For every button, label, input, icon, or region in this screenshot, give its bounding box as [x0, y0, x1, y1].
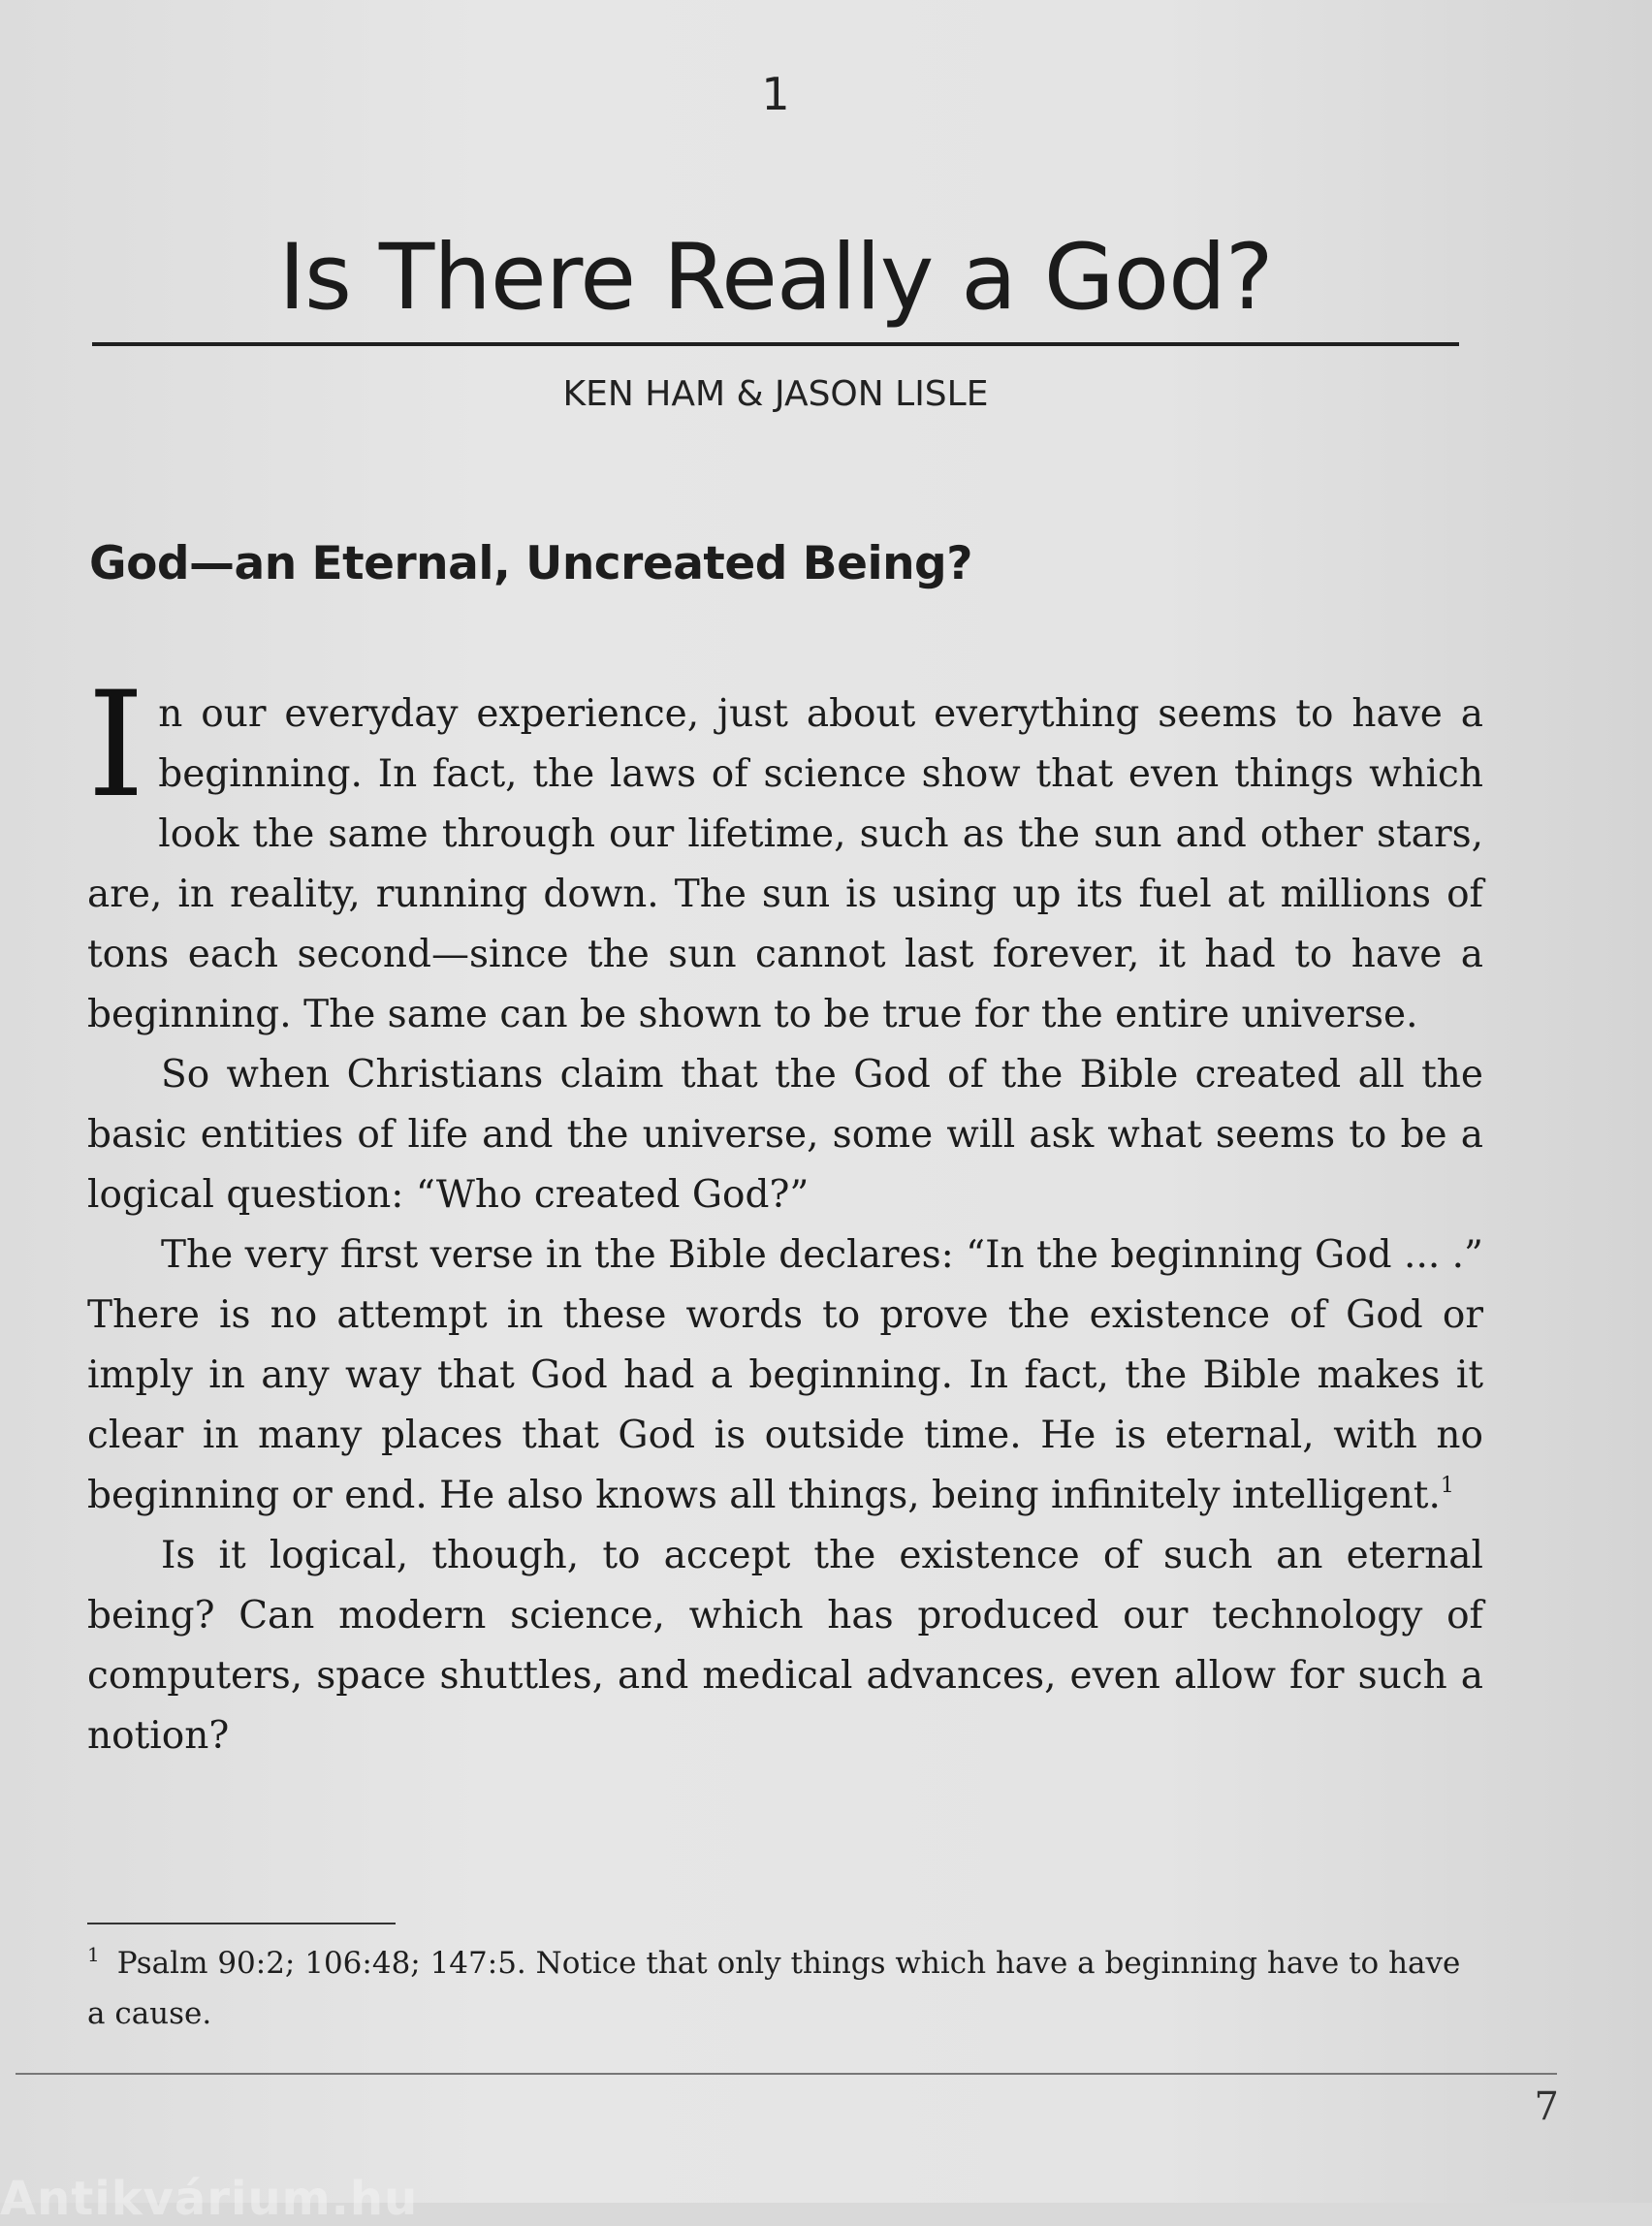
paragraph-3-text: The very first verse in the Bible declares: “In the beginning God ... .” There is no attempt in these words to prove the existence of God or imply in any way that God had a beginning. In fact, the Bible makes it clear in many places that God is outside time. He is eternal, with no beginning or end. He also knows all things, being infinitely intelligent.	[87, 1233, 1483, 1517]
drop-cap: I	[87, 661, 145, 830]
title-rule	[92, 342, 1459, 346]
section-heading: God—an Eternal, Uncreated Being?	[89, 537, 972, 590]
watermark: Antikvárium.hu	[0, 2172, 419, 2226]
chapter-number: 1	[761, 68, 790, 120]
paragraph-4: Is it logical, though, to accept the existence of such an eternal being? Can modern science, which has produced our technology of computers, space shuttles, and medical advances, even allow for such a notion?	[87, 1534, 1483, 1758]
footnote	[87, 1929, 1483, 2039]
bottom-rule	[16, 2073, 1557, 2075]
footnote-text: Psalm 90:2; 106:48; 147:5. Notice that only things which have a beginning have to have a cause.	[87, 1946, 1461, 2031]
footnote-rule	[87, 1923, 396, 1924]
body-text	[87, 661, 1483, 1766]
chapter-title: Is There Really a God?	[278, 225, 1273, 331]
chapter-authors: KEN HAM & JASON LISLE	[562, 374, 989, 414]
paragraph-3	[87, 1225, 1483, 1526]
footnote-mark: 1	[87, 1943, 100, 1966]
footnote-reference[interactable]: 1	[1440, 1474, 1454, 1498]
paragraph-2: So when Christians claim that the God of the Bible created all the basic entities of life and the universe, some will ask what seems to be a logical question: “Who created God?”	[87, 1053, 1483, 1217]
page-number: 7	[1534, 2084, 1559, 2129]
paragraph-1-text: n our everyday experience, just about everything seems to have a beginning. In fact, the laws of science show that even things which look the same through our lifetime, such as the sun and other stars, are, in reality, running down. The sun is using up its fuel at millions of tons each second—since the sun cannot last forever, it had to have a beginning. The same can be shown to be true for the entire universe.	[87, 692, 1483, 1036]
paragraph-1	[87, 661, 1483, 1045]
